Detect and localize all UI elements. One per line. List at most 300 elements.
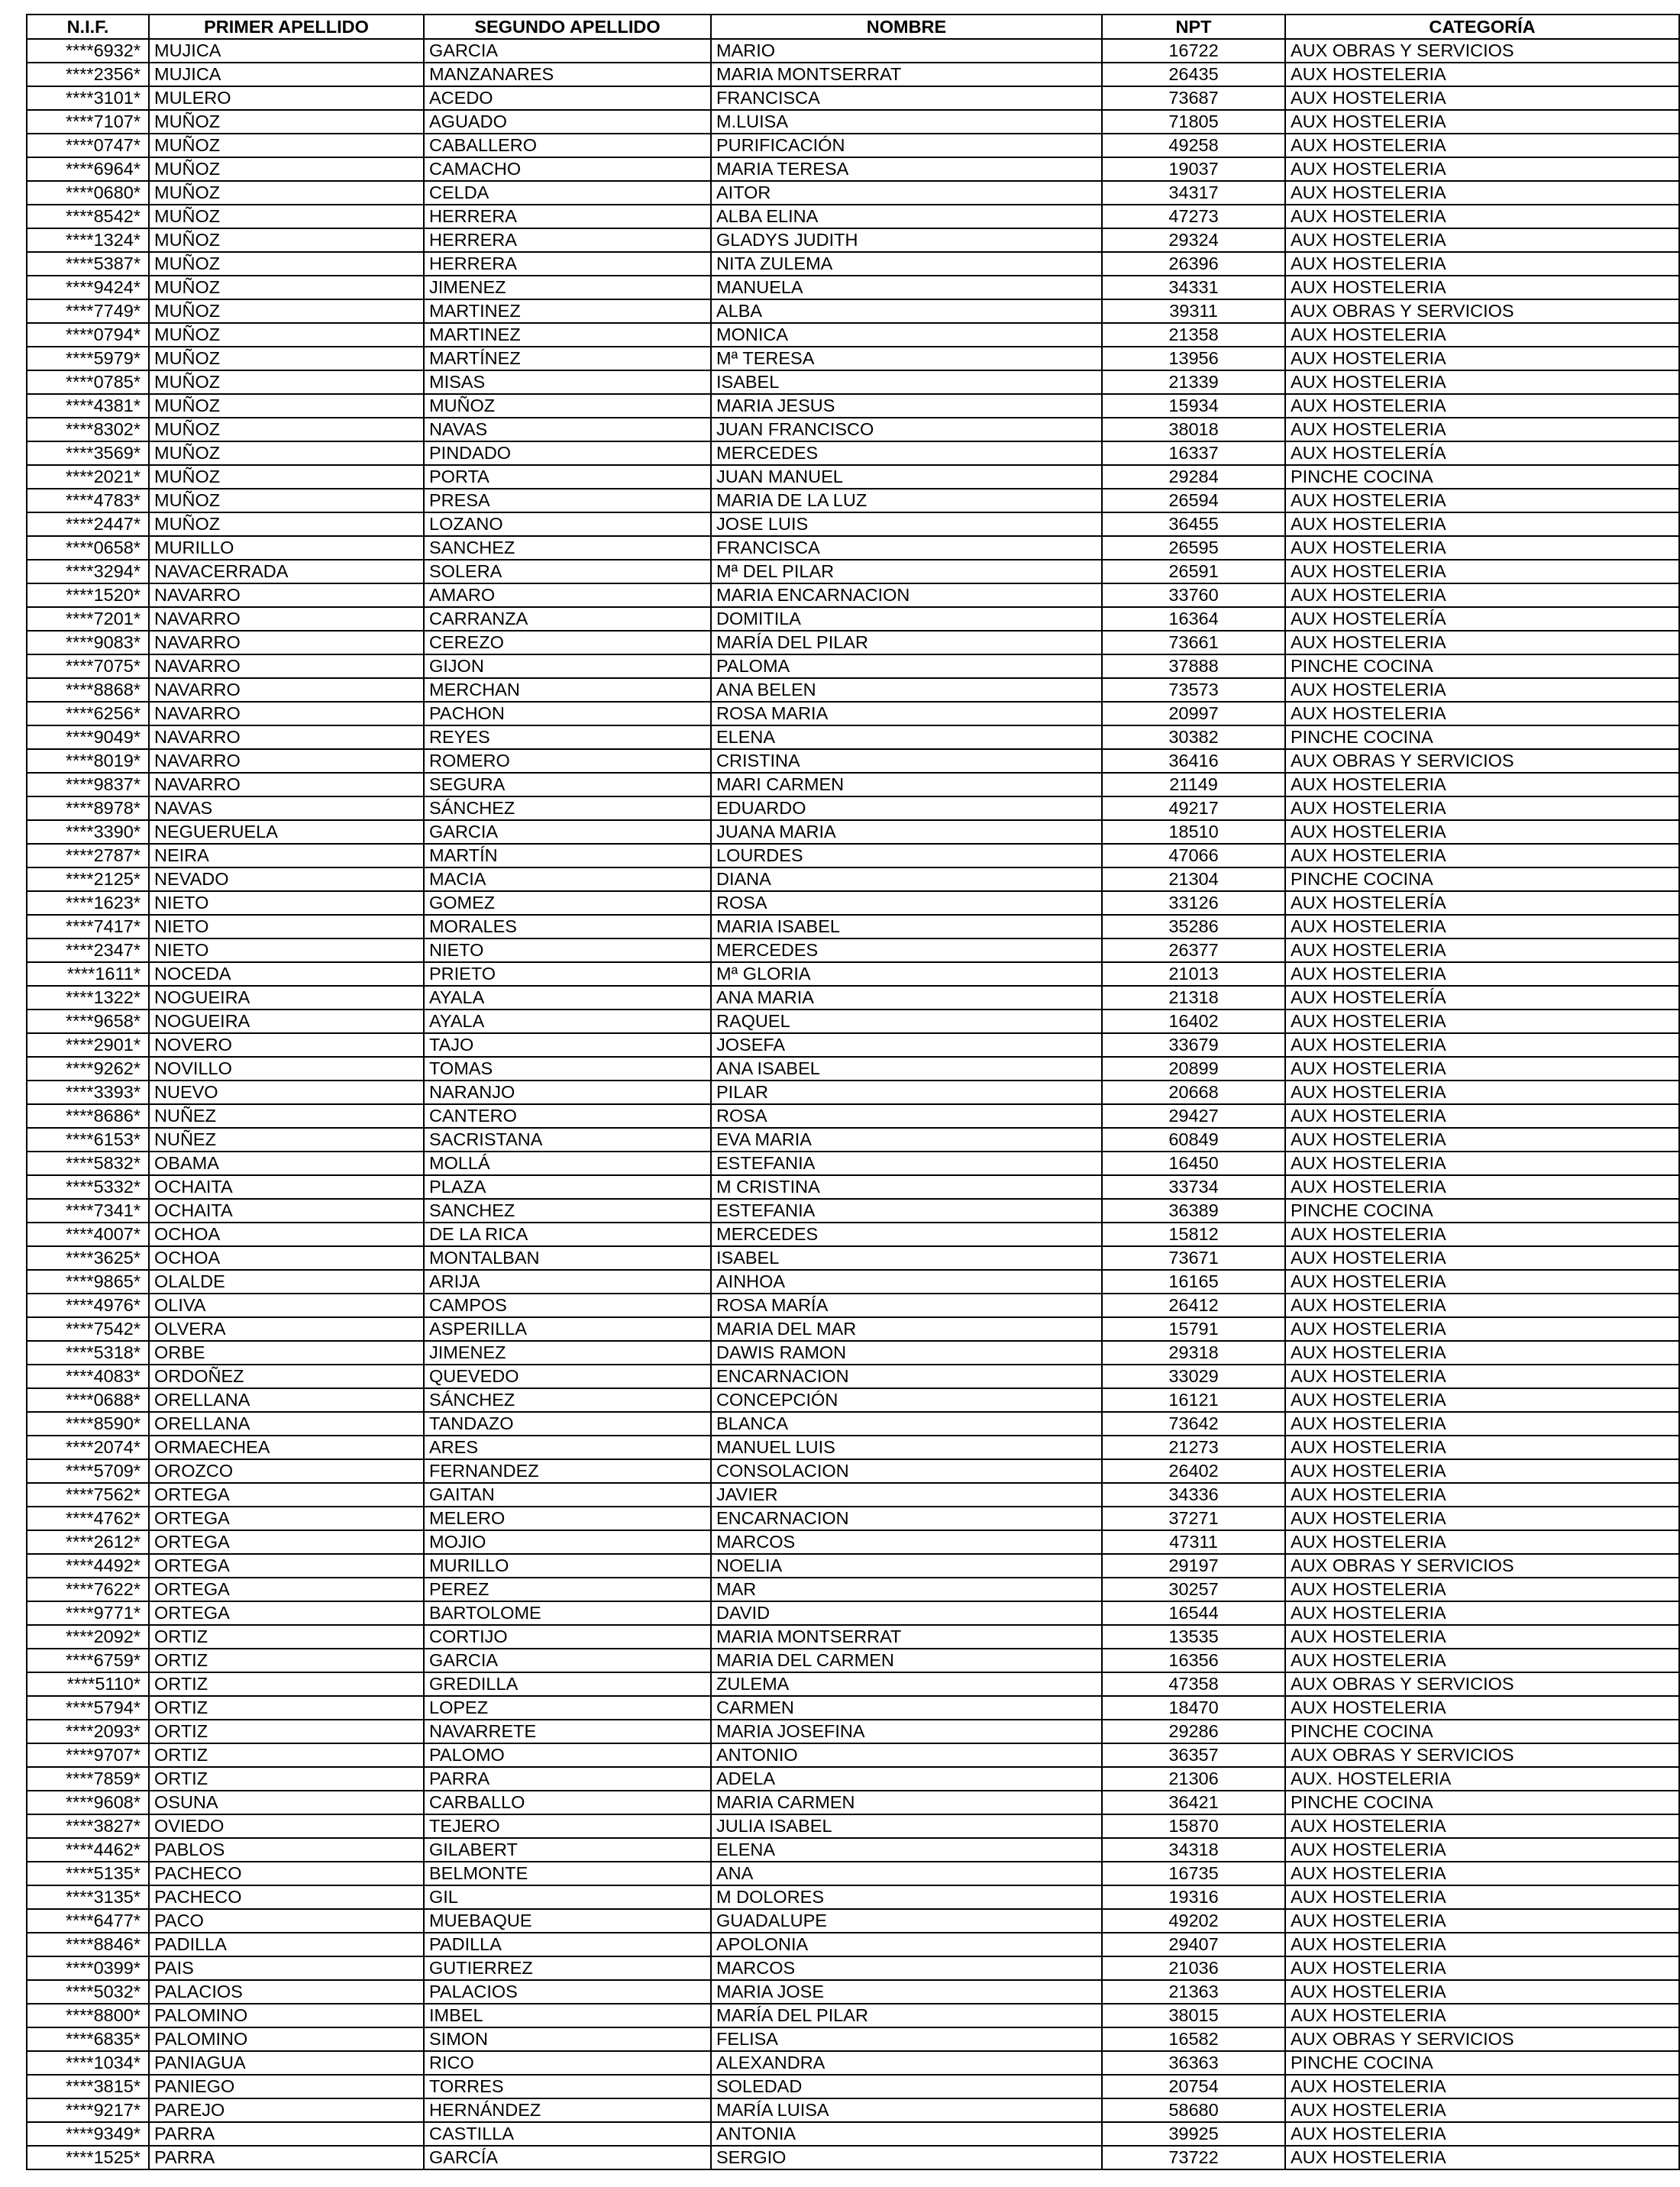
nif-cell: ****2092* [27, 1625, 149, 1649]
segundo-apellido-cell: NAVARRETE [424, 1720, 711, 1743]
segundo-apellido-cell: CAMPOS [424, 1294, 711, 1317]
primer-apellido-cell: ORTEGA [149, 1554, 424, 1578]
nif-cell: ****4381* [27, 394, 149, 418]
segundo-apellido-cell: TANDAZO [424, 1412, 711, 1436]
table-row [27, 134, 1679, 157]
categoria-cell: AUX HOSTELERIA [1285, 489, 1679, 512]
categoria-cell: AUX HOSTELERÍA [1285, 607, 1679, 631]
segundo-apellido-cell: HERRERA [424, 252, 711, 276]
npt-cell: 21358 [1102, 323, 1285, 347]
npt-cell: 34318 [1102, 1838, 1285, 1862]
primer-apellido-cell: ORTIZ [149, 1696, 424, 1720]
npt-cell: 49217 [1102, 796, 1285, 820]
nombre-cell: JUAN FRANCISCO [711, 418, 1102, 441]
table-row [27, 607, 1679, 631]
nif-cell: ****0747* [27, 134, 149, 157]
npt-cell: 47311 [1102, 1530, 1285, 1554]
nombre-cell: FELISA [711, 2027, 1102, 2051]
categoria-cell: AUX HOSTELERIA [1285, 1696, 1679, 1720]
segundo-apellido-cell: MERCHAN [424, 678, 711, 702]
categoria-cell: AUX HOSTELERIA [1285, 796, 1679, 820]
nif-cell: ****2347* [27, 938, 149, 962]
nombre-cell: Mª TERESA [711, 347, 1102, 370]
table-row [27, 1223, 1679, 1246]
table-row [27, 1862, 1679, 1885]
table-row [27, 1317, 1679, 1341]
segundo-apellido-cell: PLAZA [424, 1175, 711, 1199]
primer-apellido-cell: PANIAGUA [149, 2051, 424, 2075]
npt-cell: 29324 [1102, 228, 1285, 252]
nombre-cell: MARCOS [711, 1530, 1102, 1554]
categoria-cell: AUX HOSTELERIA [1285, 1341, 1679, 1365]
npt-cell: 13956 [1102, 347, 1285, 370]
table-row [27, 110, 1679, 134]
categoria-cell: AUX HOSTELERIA [1285, 702, 1679, 725]
npt-cell: 60849 [1102, 1128, 1285, 1152]
table-row [27, 796, 1679, 820]
categoria-cell: AUX HOSTELERIA [1285, 1081, 1679, 1104]
nombre-cell: ANA ISABEL [711, 1057, 1102, 1081]
primer-apellido-cell: NAVARRO [149, 607, 424, 631]
primer-apellido-cell: ORELLANA [149, 1412, 424, 1436]
primer-apellido-cell: NAVARRO [149, 749, 424, 773]
nombre-cell: GUADALUPE [711, 1909, 1102, 1933]
segundo-apellido-cell: PEREZ [424, 1578, 711, 1601]
nombre-cell: MERCEDES [711, 938, 1102, 962]
npt-cell: 49258 [1102, 134, 1285, 157]
nombre-cell: MANUELA [711, 276, 1102, 299]
table-row [27, 1010, 1679, 1033]
nif-cell: ****9349* [27, 2122, 149, 2146]
npt-cell: 26435 [1102, 63, 1285, 86]
nif-cell: ****5832* [27, 1152, 149, 1175]
categoria-cell: AUX OBRAS Y SERVICIOS [1285, 39, 1679, 63]
npt-cell: 26377 [1102, 938, 1285, 962]
nif-cell: ****2074* [27, 1436, 149, 1459]
primer-apellido-cell: MUÑOZ [149, 418, 424, 441]
npt-cell: 38015 [1102, 2004, 1285, 2027]
npt-cell: 34331 [1102, 276, 1285, 299]
table-row [27, 157, 1679, 181]
table-row [27, 1814, 1679, 1838]
nombre-cell: PURIFICACIÓN [711, 134, 1102, 157]
segundo-apellido-cell: HERRERA [424, 228, 711, 252]
table-row [27, 1128, 1679, 1152]
categoria-cell: AUX HOSTELERIA [1285, 63, 1679, 86]
nif-cell: ****9707* [27, 1743, 149, 1767]
nombre-cell: MARÍA LUISA [711, 2098, 1102, 2122]
nif-cell: ****0794* [27, 323, 149, 347]
nif-cell: ****4462* [27, 1838, 149, 1862]
primer-apellido-cell: MUÑOZ [149, 370, 424, 394]
primer-apellido-cell: MUÑOZ [149, 323, 424, 347]
npt-cell: 16735 [1102, 1862, 1285, 1885]
nombre-cell: CONCEPCIÓN [711, 1388, 1102, 1412]
segundo-apellido-cell: MACIA [424, 867, 711, 891]
nombre-cell: EVA MARIA [711, 1128, 1102, 1152]
categoria-cell: AUX HOSTELERÍA [1285, 891, 1679, 915]
nif-cell: ****0399* [27, 1956, 149, 1980]
segundo-apellido-cell: RICO [424, 2051, 711, 2075]
categoria-cell: AUX HOSTELERIA [1285, 962, 1679, 986]
primer-apellido-cell: OCHOA [149, 1246, 424, 1270]
categoria-cell: PINCHE COCINA [1285, 725, 1679, 749]
table-row [27, 276, 1679, 299]
column-header-categoria: CATEGORÍA [1285, 15, 1679, 39]
nif-cell: ****3569* [27, 441, 149, 465]
nombre-cell: MARI CARMEN [711, 773, 1102, 796]
nif-cell: ****3815* [27, 2075, 149, 2098]
segundo-apellido-cell: SACRISTANA [424, 1128, 711, 1152]
segundo-apellido-cell: MARTINEZ [424, 299, 711, 323]
npt-cell: 36416 [1102, 749, 1285, 773]
table-row [27, 1412, 1679, 1436]
segundo-apellido-cell: PINDADO [424, 441, 711, 465]
segundo-apellido-cell: TEJERO [424, 1814, 711, 1838]
categoria-cell: AUX HOSTELERIA [1285, 347, 1679, 370]
nombre-cell: ELENA [711, 1838, 1102, 1862]
table-row [27, 2098, 1679, 2122]
categoria-cell: AUX HOSTELERIA [1285, 1507, 1679, 1530]
npt-cell: 37888 [1102, 654, 1285, 678]
npt-cell: 20754 [1102, 2075, 1285, 2098]
nif-cell: ****5979* [27, 347, 149, 370]
primer-apellido-cell: NAVAS [149, 796, 424, 820]
segundo-apellido-cell: LOZANO [424, 512, 711, 536]
nombre-cell: MARÍA DEL PILAR [711, 2004, 1102, 2027]
nif-cell: ****6153* [27, 1128, 149, 1152]
nombre-cell: MAR [711, 1578, 1102, 1601]
segundo-apellido-cell: HERRERA [424, 205, 711, 228]
table-row [27, 1980, 1679, 2004]
nombre-cell: MARIA ENCARNACION [711, 583, 1102, 607]
categoria-cell: AUX HOSTELERIA [1285, 631, 1679, 654]
table-row [27, 370, 1679, 394]
primer-apellido-cell: ORTIZ [149, 1672, 424, 1696]
categoria-cell: AUX HOSTELERIA [1285, 157, 1679, 181]
npt-cell: 26594 [1102, 489, 1285, 512]
nombre-cell: M.LUISA [711, 110, 1102, 134]
nif-cell: ****9217* [27, 2098, 149, 2122]
npt-cell: 21318 [1102, 986, 1285, 1010]
npt-cell: 26396 [1102, 252, 1285, 276]
segundo-apellido-cell: PORTA [424, 465, 711, 489]
nombre-cell: ROSA MARIA [711, 702, 1102, 725]
nif-cell: ****7107* [27, 110, 149, 134]
primer-apellido-cell: MUJICA [149, 39, 424, 63]
nombre-cell: DOMITILA [711, 607, 1102, 631]
segundo-apellido-cell: CABALLERO [424, 134, 711, 157]
npt-cell: 36389 [1102, 1199, 1285, 1223]
nombre-cell: DAVID [711, 1601, 1102, 1625]
npt-cell: 20997 [1102, 702, 1285, 725]
table-row [27, 1033, 1679, 1057]
npt-cell: 30257 [1102, 1578, 1285, 1601]
categoria-cell: AUX HOSTELERIA [1285, 2122, 1679, 2146]
npt-cell: 20899 [1102, 1057, 1285, 1081]
categoria-cell: AUX HOSTELERIA [1285, 915, 1679, 938]
segundo-apellido-cell: MONTALBAN [424, 1246, 711, 1270]
npt-cell: 26595 [1102, 536, 1285, 560]
nif-cell: ****3294* [27, 560, 149, 583]
npt-cell: 39925 [1102, 2122, 1285, 2146]
segundo-apellido-cell: PARRA [424, 1767, 711, 1791]
npt-cell: 33029 [1102, 1365, 1285, 1388]
segundo-apellido-cell: TORRES [424, 2075, 711, 2098]
table-row [27, 962, 1679, 986]
primer-apellido-cell: NUÑEZ [149, 1104, 424, 1128]
npt-cell: 26591 [1102, 560, 1285, 583]
primer-apellido-cell: OLIVA [149, 1294, 424, 1317]
categoria-cell: AUX HOSTELERIA [1285, 536, 1679, 560]
table-row [27, 1696, 1679, 1720]
table-row [27, 1341, 1679, 1365]
primer-apellido-cell: MUÑOZ [149, 512, 424, 536]
npt-cell: 26412 [1102, 1294, 1285, 1317]
nombre-cell: ALBA ELINA [711, 205, 1102, 228]
primer-apellido-cell: ORDOÑEZ [149, 1365, 424, 1388]
segundo-apellido-cell: BELMONTE [424, 1862, 711, 1885]
nif-cell: ****8846* [27, 1933, 149, 1956]
table-row [27, 1246, 1679, 1270]
segundo-apellido-cell: MISAS [424, 370, 711, 394]
npt-cell: 16364 [1102, 607, 1285, 631]
primer-apellido-cell: NEVADO [149, 867, 424, 891]
categoria-cell: PINCHE COCINA [1285, 1791, 1679, 1814]
table-row [27, 1885, 1679, 1909]
primer-apellido-cell: MUJICA [149, 63, 424, 86]
nif-cell: ****2093* [27, 1720, 149, 1743]
segundo-apellido-cell: MARTÍN [424, 844, 711, 867]
nombre-cell: ALEXANDRA [711, 2051, 1102, 2075]
primer-apellido-cell: PABLOS [149, 1838, 424, 1862]
categoria-cell: AUX HOSTELERIA [1285, 1057, 1679, 1081]
nombre-cell: ESTEFANIA [711, 1152, 1102, 1175]
nif-cell: ****4492* [27, 1554, 149, 1578]
table-row [27, 986, 1679, 1010]
nombre-cell: NOELIA [711, 1554, 1102, 1578]
nif-cell: ****1322* [27, 986, 149, 1010]
nif-cell: ****4976* [27, 1294, 149, 1317]
npt-cell: 16337 [1102, 441, 1285, 465]
categoria-cell: AUX HOSTELERIA [1285, 560, 1679, 583]
primer-apellido-cell: MUÑOZ [149, 228, 424, 252]
segundo-apellido-cell: GUTIERREZ [424, 1956, 711, 1980]
nif-cell: ****7562* [27, 1483, 149, 1507]
npt-cell: 21273 [1102, 1436, 1285, 1459]
categoria-cell: PINCHE COCINA [1285, 654, 1679, 678]
categoria-cell: AUX HOSTELERIA [1285, 1246, 1679, 1270]
nif-cell: ****4083* [27, 1365, 149, 1388]
table-row [27, 1909, 1679, 1933]
segundo-apellido-cell: MOLLÁ [424, 1152, 711, 1175]
table-row [27, 418, 1679, 441]
nombre-cell: JOSE LUIS [711, 512, 1102, 536]
table-header [27, 15, 1679, 39]
npt-cell: 34317 [1102, 181, 1285, 205]
segundo-apellido-cell: AGUADO [424, 110, 711, 134]
categoria-cell: AUX HOSTELERIA [1285, 1980, 1679, 2004]
nombre-cell: Mª GLORIA [711, 962, 1102, 986]
nombre-cell: DIANA [711, 867, 1102, 891]
nif-cell: ****4762* [27, 1507, 149, 1530]
nombre-cell: EDUARDO [711, 796, 1102, 820]
nif-cell: ****5332* [27, 1175, 149, 1199]
categoria-cell: AUX HOSTELERIA [1285, 678, 1679, 702]
nif-cell: ****1324* [27, 228, 149, 252]
primer-apellido-cell: MUÑOZ [149, 252, 424, 276]
table-row [27, 1578, 1679, 1601]
nif-cell: ****7622* [27, 1578, 149, 1601]
categoria-cell: AUX HOSTELERIA [1285, 1152, 1679, 1175]
segundo-apellido-cell: MELERO [424, 1507, 711, 1530]
primer-apellido-cell: NAVARRO [149, 702, 424, 725]
segundo-apellido-cell: SÁNCHEZ [424, 796, 711, 820]
segundo-apellido-cell: QUEVEDO [424, 1365, 711, 1388]
segundo-apellido-cell: CARRANZA [424, 607, 711, 631]
segundo-apellido-cell: ARES [424, 1436, 711, 1459]
primer-apellido-cell: NOGUEIRA [149, 986, 424, 1010]
categoria-cell: AUX HOSTELERIA [1285, 1294, 1679, 1317]
nif-cell: ****8868* [27, 678, 149, 702]
categoria-cell: AUX HOSTELERIA [1285, 844, 1679, 867]
segundo-apellido-cell: PRIETO [424, 962, 711, 986]
primer-apellido-cell: NAVACERRADA [149, 560, 424, 583]
categoria-cell: AUX HOSTELERIA [1285, 205, 1679, 228]
nif-cell: ****8302* [27, 418, 149, 441]
table-row [27, 1791, 1679, 1814]
table-row [27, 252, 1679, 276]
npt-cell: 16165 [1102, 1270, 1285, 1294]
table-row [27, 1554, 1679, 1578]
nif-cell: ****1525* [27, 2146, 149, 2169]
primer-apellido-cell: ORELLANA [149, 1388, 424, 1412]
nif-cell: ****8590* [27, 1412, 149, 1436]
segundo-apellido-cell: MARTINEZ [424, 323, 711, 347]
categoria-cell: AUX OBRAS Y SERVICIOS [1285, 299, 1679, 323]
categoria-cell: AUX HOSTELERIA [1285, 820, 1679, 844]
categoria-cell: AUX HOSTELERIA [1285, 1459, 1679, 1483]
table-row [27, 1483, 1679, 1507]
table-row [27, 2004, 1679, 2027]
primer-apellido-cell: MUÑOZ [149, 134, 424, 157]
nombre-cell: MARIA MONTSERRAT [711, 63, 1102, 86]
primer-apellido-cell: PAIS [149, 1956, 424, 1980]
table-row [27, 1625, 1679, 1649]
segundo-apellido-cell: SANCHEZ [424, 1199, 711, 1223]
categoria-cell: AUX HOSTELERIA [1285, 1530, 1679, 1554]
nombre-cell: ROSA MARÍA [711, 1294, 1102, 1317]
nombre-cell: NITA ZULEMA [711, 252, 1102, 276]
primer-apellido-cell: PALOMINO [149, 2027, 424, 2051]
table-row [27, 867, 1679, 891]
categoria-cell: AUX OBRAS Y SERVICIOS [1285, 1554, 1679, 1578]
table-row [27, 465, 1679, 489]
table-row [27, 1933, 1679, 1956]
primer-apellido-cell: NIETO [149, 891, 424, 915]
header-row [27, 15, 1679, 39]
nombre-cell: MARIA MONTSERRAT [711, 1625, 1102, 1649]
table-row [27, 702, 1679, 725]
categoria-cell: AUX HOSTELERÍA [1285, 441, 1679, 465]
primer-apellido-cell: PACHECO [149, 1862, 424, 1885]
nif-cell: ****5135* [27, 1862, 149, 1885]
categoria-cell: AUX HOSTELERIA [1285, 1956, 1679, 1980]
primer-apellido-cell: NEIRA [149, 844, 424, 867]
categoria-cell: AUX HOSTELERIA [1285, 2146, 1679, 2169]
table-row [27, 915, 1679, 938]
primer-apellido-cell: NOGUEIRA [149, 1010, 424, 1033]
table-row [27, 820, 1679, 844]
primer-apellido-cell: NIETO [149, 938, 424, 962]
nombre-cell: ANTONIO [711, 1743, 1102, 1767]
npt-cell: 16356 [1102, 1649, 1285, 1672]
npt-cell: 18510 [1102, 820, 1285, 844]
nombre-cell: MARIO [711, 39, 1102, 63]
nif-cell: ****5032* [27, 1980, 149, 2004]
table-row [27, 1767, 1679, 1791]
npt-cell: 18470 [1102, 1696, 1285, 1720]
primer-apellido-cell: PACO [149, 1909, 424, 1933]
primer-apellido-cell: OSUNA [149, 1791, 424, 1814]
nif-cell: ****1034* [27, 2051, 149, 2075]
segundo-apellido-cell: ASPERILLA [424, 1317, 711, 1341]
table-row [27, 181, 1679, 205]
nombre-cell: ENCARNACION [711, 1365, 1102, 1388]
primer-apellido-cell: PADILLA [149, 1933, 424, 1956]
npt-cell: 19037 [1102, 157, 1285, 181]
nombre-cell: MERCEDES [711, 1223, 1102, 1246]
table-row [27, 631, 1679, 654]
segundo-apellido-cell: IMBEL [424, 2004, 711, 2027]
segundo-apellido-cell: PACHON [424, 702, 711, 725]
primer-apellido-cell: NOVILLO [149, 1057, 424, 1081]
table-row [27, 1270, 1679, 1294]
npt-cell: 47066 [1102, 844, 1285, 867]
nif-cell: ****7749* [27, 299, 149, 323]
categoria-cell: AUX HOSTELERIA [1285, 1175, 1679, 1199]
table-row [27, 1199, 1679, 1223]
column-header-nif: N.I.F. [27, 15, 149, 39]
segundo-apellido-cell: ROMERO [424, 749, 711, 773]
npt-cell: 29427 [1102, 1104, 1285, 1128]
categoria-cell: AUX HOSTELERIA [1285, 1933, 1679, 1956]
table-row [27, 323, 1679, 347]
npt-cell: 36357 [1102, 1743, 1285, 1767]
nombre-cell: ANA [711, 1862, 1102, 1885]
primer-apellido-cell: NUÑEZ [149, 1128, 424, 1152]
nombre-cell: MARCOS [711, 1956, 1102, 1980]
primer-apellido-cell: ORTIZ [149, 1743, 424, 1767]
table-row [27, 938, 1679, 962]
segundo-apellido-cell: ARIJA [424, 1270, 711, 1294]
categoria-cell: PINCHE COCINA [1285, 2051, 1679, 2075]
categoria-cell: AUX HOSTELERIA [1285, 2004, 1679, 2027]
nombre-cell: ALBA [711, 299, 1102, 323]
categoria-cell: AUX HOSTELERIA [1285, 370, 1679, 394]
segundo-apellido-cell: PALOMO [424, 1743, 711, 1767]
nombre-cell: MARIA DEL MAR [711, 1317, 1102, 1341]
nombre-cell: MARIA TERESA [711, 157, 1102, 181]
npt-cell: 21036 [1102, 1956, 1285, 1980]
primer-apellido-cell: NAVARRO [149, 631, 424, 654]
categoria-cell: AUX HOSTELERIA [1285, 1104, 1679, 1128]
primer-apellido-cell: PANIEGO [149, 2075, 424, 2098]
segundo-apellido-cell: MANZANARES [424, 63, 711, 86]
nif-cell: ****6477* [27, 1909, 149, 1933]
npt-cell: 21339 [1102, 370, 1285, 394]
table-row [27, 560, 1679, 583]
